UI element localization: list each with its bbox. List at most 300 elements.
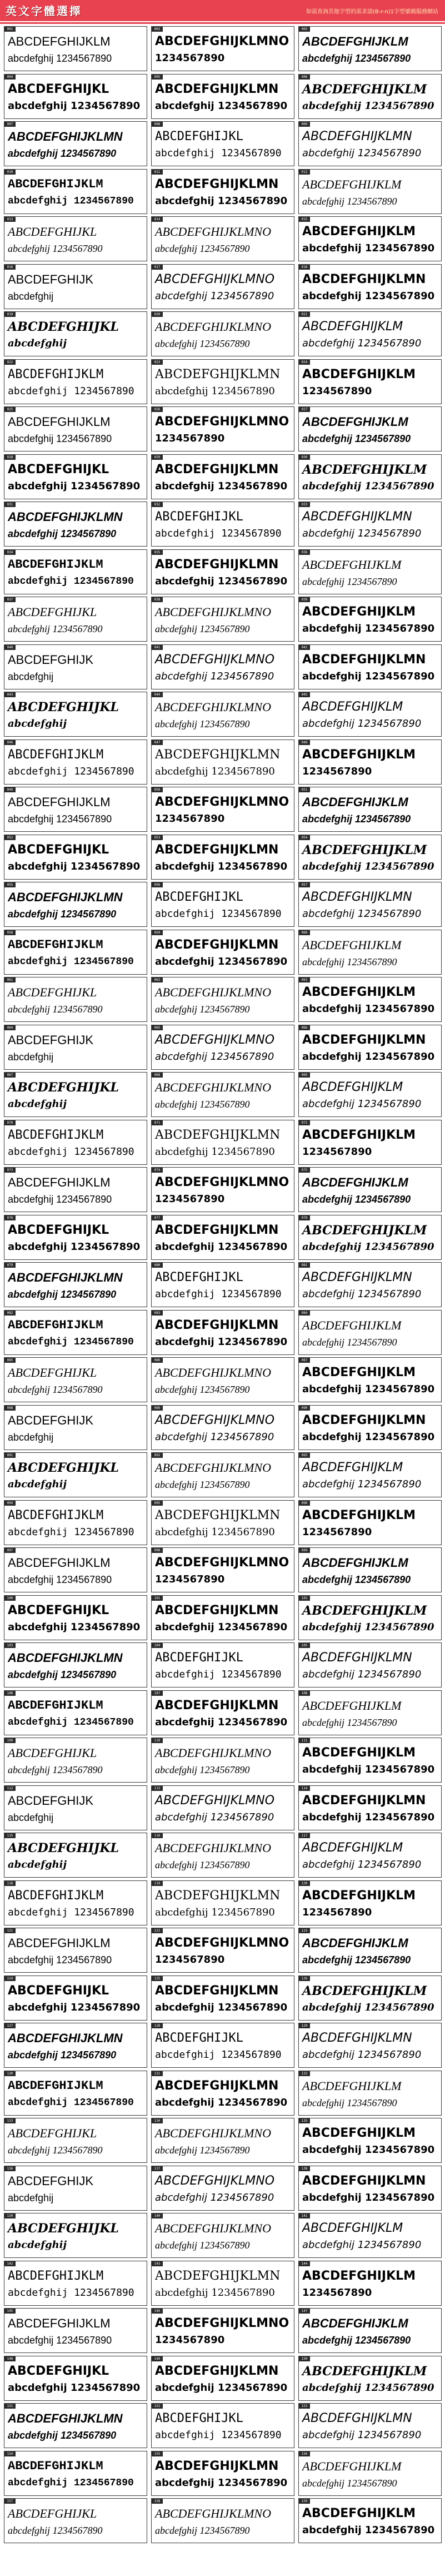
font-sample-card xyxy=(4,406,147,451)
font-code-label: 006 xyxy=(299,75,310,80)
font-code-label: 121 xyxy=(4,1928,16,1933)
font-code-label: 040 xyxy=(4,645,16,650)
sample-lowercase-text: abcdefghij 1234567890 xyxy=(8,2335,112,2346)
font-code-label: 151 xyxy=(4,2404,16,2409)
font-code-label: 076 xyxy=(4,1215,16,1220)
font-code-label: 134 xyxy=(152,2118,163,2123)
sample-uppercase-text: ABCDEFGHIJKLM xyxy=(302,795,408,809)
font-code-label: 045 xyxy=(299,692,310,697)
sample-uppercase-text: ABCDEFGHIJKLMN xyxy=(302,1793,426,1808)
sample-lowercase-text: abcdefghij 1234567890 xyxy=(155,860,288,872)
sample-uppercase-text: ABCDEFGHIJK xyxy=(8,1033,94,1047)
font-code-label: 025 xyxy=(4,407,16,412)
font-sample-card xyxy=(4,2451,147,2496)
sample-row xyxy=(0,404,445,452)
sample-uppercase-text: ABCDEFGHIJKL xyxy=(8,1366,97,1379)
sample-uppercase-text: ABCDEFGHIJKLM xyxy=(302,1223,427,1238)
sample-uppercase-text: ABCDEFGHIJKLM xyxy=(8,2269,104,2283)
font-sample-card xyxy=(4,2118,147,2163)
font-sample-card xyxy=(298,739,442,785)
sample-uppercase-text: ABCDEFGHIJKLM xyxy=(302,1318,402,1332)
font-sample-card xyxy=(151,264,294,309)
font-code-label: 067 xyxy=(4,1073,16,1078)
sample-lowercase-text: abcdefghij 1234567890 xyxy=(8,1004,103,1015)
font-sample-card xyxy=(4,1405,147,1450)
font-code-label: 079 xyxy=(4,1263,16,1268)
sample-uppercase-text: ABCDEFGHIJK xyxy=(8,272,94,286)
font-code-label: 073 xyxy=(4,1168,16,1173)
font-code-label: 159 xyxy=(299,2499,310,2504)
font-sample-card xyxy=(298,1500,442,1545)
font-code-label: 066 xyxy=(299,1025,310,1030)
font-sample-card xyxy=(4,692,147,737)
font-code-label: 146 xyxy=(152,2309,163,2314)
font-sample-card xyxy=(298,359,442,404)
font-sample-card xyxy=(151,977,294,1022)
sample-row xyxy=(0,262,445,310)
sample-lowercase-text: abcdefghij 1234567890 xyxy=(155,1384,250,1395)
font-code-label: 046 xyxy=(4,740,16,745)
sample-uppercase-text: ABCDEFGHIJKL xyxy=(8,1223,109,1237)
sample-row xyxy=(0,1260,445,1308)
sample-uppercase-text: ABCDEFGHIJKLM xyxy=(302,937,402,952)
font-sample-card xyxy=(151,2118,294,2163)
font-code-label: 132 xyxy=(299,2071,310,2076)
sample-row xyxy=(0,1355,445,1403)
font-code-label: 080 xyxy=(152,1263,163,1268)
font-sample-card xyxy=(298,692,442,737)
sample-lowercase-text: abcdefghij 1234567890 xyxy=(8,1669,117,1680)
font-code-label: 120 xyxy=(299,1881,310,1886)
font-sample-card xyxy=(4,930,147,975)
sample-uppercase-text: ABCDEFGHIJKL xyxy=(8,2221,119,2236)
font-sample-card xyxy=(4,359,147,404)
sample-row xyxy=(0,1118,445,1165)
font-code-label: 100 xyxy=(4,1596,16,1601)
sample-uppercase-text: ABCDEFGHIJKLMN xyxy=(8,130,123,143)
font-sample-card xyxy=(151,644,294,689)
sample-row xyxy=(0,642,445,690)
font-sample-card xyxy=(151,74,294,119)
sample-lowercase-text: abcdefghij 1234567890 xyxy=(8,813,112,825)
font-sample-card xyxy=(4,26,147,71)
font-code-label: 031 xyxy=(4,502,16,507)
font-sample-card xyxy=(151,2166,294,2211)
font-code-label: 022 xyxy=(4,360,16,365)
sample-uppercase-text: ABCDEFGHIJKLMNO xyxy=(155,652,275,667)
font-sample-card xyxy=(298,1785,442,1830)
font-code-label: 092 xyxy=(152,1453,163,1458)
font-sample-card xyxy=(298,977,442,1022)
sample-uppercase-text: ABCDEFGHIJKLM xyxy=(8,2078,103,2093)
font-sample-card xyxy=(4,1167,147,1212)
font-sample-card xyxy=(4,502,147,547)
sample-lowercase-text: abcdefghij 1234567890 xyxy=(302,1764,435,1775)
sample-lowercase-text: abcdefghij 1234567890 xyxy=(155,2476,288,2489)
font-code-label: 038 xyxy=(152,597,163,602)
sample-lowercase-text: abcdefghij xyxy=(8,1811,54,1823)
font-sample-card xyxy=(4,1928,147,1973)
font-sample-card xyxy=(4,2308,147,2353)
font-code-label: 117 xyxy=(299,1833,310,1838)
sample-lowercase-text: abcdefghij 1234567890 xyxy=(8,956,134,967)
font-sample-card xyxy=(151,1357,294,1402)
font-sample-card xyxy=(4,549,147,594)
font-sample-card xyxy=(298,787,442,832)
sample-uppercase-text: ABCDEFGHIJKLMNO xyxy=(155,700,271,714)
sample-row xyxy=(0,927,445,975)
font-code-label: 119 xyxy=(152,1881,163,1886)
sample-lowercase-text: 1234567890 xyxy=(302,1526,372,1538)
sample-lowercase-text: abcdefghij 1234567890 xyxy=(302,242,435,254)
sample-uppercase-text: ABCDEFGHIJKL xyxy=(8,1841,119,1855)
sample-uppercase-text: ABCDEFGHIJKLM xyxy=(8,177,103,191)
font-code-label: 148 xyxy=(4,2356,16,2361)
sample-uppercase-text: ABCDEFGHIJKLMN xyxy=(155,557,279,572)
font-sample-card xyxy=(4,1833,147,1878)
sample-uppercase-text: ABCDEFGHIJKLM xyxy=(302,700,403,714)
sample-lowercase-text: abcdefghij 1234567890 xyxy=(302,1240,434,1253)
font-sample-card xyxy=(151,26,294,71)
font-sample-card xyxy=(4,2166,147,2211)
sample-uppercase-text: ABCDEFGHIJKLMN xyxy=(155,1223,279,1237)
font-code-label: 037 xyxy=(4,597,16,602)
font-code-label: 091 xyxy=(4,1453,16,1458)
sample-lowercase-text: abcdefghij 1234567890 xyxy=(8,1574,112,1585)
sample-row xyxy=(0,1878,445,1926)
font-code-label: 133 xyxy=(4,2118,16,2123)
sample-uppercase-text: ABCDEFGHIJKL xyxy=(8,700,119,714)
font-sample-card xyxy=(151,216,294,261)
font-code-label: 020 xyxy=(152,312,163,317)
sample-lowercase-text: abcdefghij 1234567890 xyxy=(155,2381,288,2394)
sample-uppercase-text: ABCDEFGHIJKL xyxy=(8,2364,109,2378)
sample-uppercase-text: ABCDEFGHIJKLM xyxy=(8,1698,103,1713)
sample-uppercase-text: ABCDEFGHIJKLM xyxy=(302,2221,403,2235)
sample-uppercase-text: ABCDEFGHIJKLMN xyxy=(155,2269,281,2283)
font-code-label: 108 xyxy=(299,1691,310,1696)
font-code-label: 113 xyxy=(152,1786,163,1791)
sample-lowercase-text: abcdefghij 1234567890 xyxy=(155,908,282,920)
sample-row xyxy=(0,1640,445,1688)
sample-lowercase-text: abcdefghij 1234567890 xyxy=(8,1384,103,1395)
font-code-label: 056 xyxy=(152,882,163,887)
font-code-label: 053 xyxy=(152,835,163,840)
font-sample-card xyxy=(151,454,294,499)
font-code-label: 154 xyxy=(4,2451,16,2456)
font-code-label: 147 xyxy=(299,2309,310,2314)
sample-uppercase-text: ABCDEFGHIJKL xyxy=(155,510,243,524)
font-code-label: 107 xyxy=(152,1691,163,1696)
sample-uppercase-text: ABCDEFGHIJKLMN xyxy=(8,2031,123,2045)
font-sample-card xyxy=(298,930,442,975)
font-code-label: 106 xyxy=(4,1691,16,1696)
sample-lowercase-text: abcdefghij 1234567890 xyxy=(302,575,397,587)
font-sample-card xyxy=(298,1215,442,1260)
font-sample-card xyxy=(151,1833,294,1878)
font-code-label: 153 xyxy=(299,2404,310,2409)
sample-uppercase-text: ABCDEFGHIJKLMN xyxy=(155,2078,279,2093)
font-code-label: 096 xyxy=(299,1501,310,1506)
font-sample-grid xyxy=(0,22,445,2576)
sample-uppercase-text: ABCDEFGHIJKLMN xyxy=(8,890,123,904)
sample-row xyxy=(0,72,445,120)
font-sample-card xyxy=(298,2451,442,2496)
sample-row xyxy=(0,499,445,547)
font-code-label: 124 xyxy=(4,1976,16,1981)
font-sample-card xyxy=(4,1310,147,1355)
font-code-label: 137 xyxy=(152,2166,163,2171)
sample-uppercase-text: ABCDEFGHIJKLMNO xyxy=(155,2173,275,2188)
font-sample-card xyxy=(298,1025,442,1070)
sample-row xyxy=(0,1545,445,1593)
sample-lowercase-text: abcdefghij 1234567890 xyxy=(302,2049,422,2061)
sample-uppercase-text: ABCDEFGHIJKL xyxy=(8,2506,97,2520)
sample-uppercase-text: ABCDEFGHIJKLMN xyxy=(302,2411,412,2425)
sample-lowercase-text: abcdefghij xyxy=(8,290,54,302)
sample-lowercase-text: abcdefghij 1234567890 xyxy=(155,1811,274,1823)
sample-lowercase-text: abcdefghij 1234567890 xyxy=(155,1906,275,1918)
sample-lowercase-text: abcdefghij 1234567890 xyxy=(8,1145,134,1158)
font-code-label: 102 xyxy=(299,1596,310,1601)
sample-lowercase-text: abcdefghij 1234567890 xyxy=(8,1289,117,1300)
sample-uppercase-text: ABCDEFGHIJKLM xyxy=(302,82,427,97)
font-code-label: 001 xyxy=(4,27,16,32)
sample-lowercase-text: abcdefghij 1234567890 xyxy=(155,1669,282,1680)
font-sample-card xyxy=(151,930,294,975)
font-code-label: 072 xyxy=(299,1120,310,1125)
sample-lowercase-text: abcdefghij 1234567890 xyxy=(155,1526,275,1538)
font-sample-card xyxy=(298,1072,442,1117)
sample-lowercase-text: abcdefghij 1234567890 xyxy=(8,1621,141,1633)
font-sample-card xyxy=(298,264,442,309)
sample-lowercase-text: abcdefghij xyxy=(8,1478,67,1490)
sample-lowercase-text: abcdefghij 1234567890 xyxy=(302,1431,435,1443)
font-code-label: 044 xyxy=(152,692,163,697)
font-sample-card xyxy=(151,2308,294,2353)
font-sample-card xyxy=(298,1310,442,1355)
font-code-label: 004 xyxy=(4,75,16,80)
font-sample-card xyxy=(298,502,442,547)
sample-lowercase-text: abcdefghij 1234567890 xyxy=(155,1004,250,1015)
font-sample-card xyxy=(151,1547,294,1592)
font-code-label: 032 xyxy=(152,502,163,507)
sample-lowercase-text: abcdefghij 1234567890 xyxy=(302,623,435,634)
font-code-label: 095 xyxy=(152,1501,163,1506)
sample-row xyxy=(0,689,445,737)
sample-row xyxy=(0,975,445,1023)
sample-uppercase-text: ABCDEFGHIJKLMNO xyxy=(155,1936,289,1950)
font-sample-card xyxy=(151,406,294,451)
sample-row xyxy=(0,1213,445,1260)
sample-lowercase-text: abcdefghij 1234567890 xyxy=(302,1336,397,1348)
font-sample-card xyxy=(4,1262,147,1307)
sample-uppercase-text: ABCDEFGHIJKLMN xyxy=(302,2173,426,2188)
sample-lowercase-text: abcdefghij 1234567890 xyxy=(302,2429,422,2441)
sample-uppercase-text: ABCDEFGHIJKL xyxy=(8,320,119,334)
sample-lowercase-text: abcdefghij 1234567890 xyxy=(8,1526,134,1538)
sample-uppercase-text: ABCDEFGHIJKLM xyxy=(302,2269,416,2283)
font-code-label: 077 xyxy=(152,1215,163,1220)
sample-lowercase-text: abcdefghij 1234567890 xyxy=(302,1383,435,1395)
font-code-label: 144 xyxy=(299,2261,310,2266)
sample-lowercase-text: abcdefghij 1234567890 xyxy=(8,53,112,64)
sample-row xyxy=(0,1450,445,1498)
sample-lowercase-text: abcdefghij 1234567890 xyxy=(155,1764,250,1775)
font-sample-card xyxy=(4,787,147,832)
font-sample-card xyxy=(4,644,147,689)
sample-lowercase-text: abcdefghij 1234567890 xyxy=(155,718,250,729)
sample-uppercase-text: ABCDEFGHIJKLMNO xyxy=(155,1841,271,1855)
font-code-label: 018 xyxy=(299,265,310,270)
sample-uppercase-text: ABCDEFGHIJKLMN xyxy=(155,2459,279,2473)
font-sample-card xyxy=(151,1738,294,1783)
sample-lowercase-text: abcdefghij 1234567890 xyxy=(302,1859,422,1870)
sample-lowercase-text: abcdefghij 1234567890 xyxy=(302,956,397,967)
sample-uppercase-text: ABCDEFGHIJKLMNO xyxy=(155,795,289,809)
sample-lowercase-text: abcdefghij 1234567890 xyxy=(155,1716,288,1728)
font-code-label: 155 xyxy=(152,2451,163,2456)
sample-lowercase-text: abcdefghij 1234567890 xyxy=(302,1574,411,1585)
sample-uppercase-text: ABCDEFGHIJKLMNO xyxy=(155,1366,271,1379)
sample-uppercase-text: ABCDEFGHIJKLMN xyxy=(8,1270,123,1284)
font-code-label: 057 xyxy=(299,882,310,887)
sample-uppercase-text: ABCDEFGHIJKLMN xyxy=(302,510,412,524)
sample-lowercase-text: abcdefghij 1234567890 xyxy=(8,2286,134,2299)
font-sample-card xyxy=(4,121,147,166)
sample-row xyxy=(0,1783,445,1831)
font-code-label: 011 xyxy=(152,170,163,175)
sample-uppercase-text: ABCDEFGHIJKLMN xyxy=(155,1888,281,1903)
font-code-label: 074 xyxy=(152,1168,163,1173)
sample-lowercase-text: abcdefghij 1234567890 xyxy=(155,670,274,682)
sample-lowercase-text: abcdefghij 1234567890 xyxy=(302,1669,422,1680)
sample-lowercase-text: abcdefghij 1234567890 xyxy=(8,1764,103,1775)
sample-uppercase-text: ABCDEFGHIJKLM xyxy=(8,2316,111,2330)
sample-lowercase-text: abcdefghij 1234567890 xyxy=(302,2001,434,2013)
sample-uppercase-text: ABCDEFGHIJKLM xyxy=(302,34,408,48)
font-sample-card xyxy=(151,882,294,927)
sample-lowercase-text: abcdefghij 1234567890 xyxy=(302,2144,435,2156)
font-sample-card xyxy=(151,787,294,832)
font-sample-card xyxy=(298,1262,442,1307)
sample-lowercase-text: abcdefghij 1234567890 xyxy=(8,148,117,159)
font-code-label: 014 xyxy=(152,217,163,222)
sample-uppercase-text: ABCDEFGHIJKLMN xyxy=(155,1318,279,1332)
font-code-label: 035 xyxy=(152,550,163,555)
font-code-label: 075 xyxy=(299,1168,310,1173)
sample-uppercase-text: ABCDEFGHIJKLMN xyxy=(155,367,281,381)
sample-lowercase-text: abcdefghij 1234567890 xyxy=(155,1859,250,1870)
font-sample-card xyxy=(4,1452,147,1497)
sample-lowercase-text: abcdefghij 1234567890 xyxy=(8,195,134,207)
font-code-label: 097 xyxy=(4,1548,16,1553)
sample-uppercase-text: ABCDEFGHIJKLMN xyxy=(8,510,123,524)
sample-lowercase-text: abcdefghij 1234567890 xyxy=(8,2049,117,2061)
font-sample-card xyxy=(298,169,442,214)
page-header xyxy=(0,0,445,22)
font-code-label: 112 xyxy=(4,1786,16,1791)
sample-lowercase-text: abcdefghij 1234567890 xyxy=(8,2097,134,2108)
sample-uppercase-text: ABCDEFGHIJKLM xyxy=(302,747,416,762)
font-sample-card xyxy=(151,2498,294,2543)
sample-lowercase-text: abcdefghij 1234567890 xyxy=(8,1336,134,1348)
sample-uppercase-text: ABCDEFGHIJKLM xyxy=(302,177,402,191)
sample-uppercase-text: ABCDEFGHIJKLM xyxy=(302,1366,416,1379)
sample-lowercase-text: abcdefghij 1234567890 xyxy=(155,195,288,207)
sample-lowercase-text: 1234567890 xyxy=(155,1193,225,1205)
sample-uppercase-text: ABCDEFGHIJKLMN xyxy=(302,890,412,904)
font-code-label: 136 xyxy=(4,2166,16,2171)
sample-uppercase-text: ABCDEFGHIJKL xyxy=(155,2031,243,2045)
font-sample-card xyxy=(298,1976,442,2021)
sample-uppercase-text: ABCDEFGHIJKL xyxy=(8,605,97,619)
sample-row xyxy=(0,832,445,880)
sample-row xyxy=(0,2496,445,2544)
font-sample-card xyxy=(298,1833,442,1878)
sample-lowercase-text: abcdefghij 1234567890 xyxy=(155,1240,288,1253)
sample-lowercase-text: abcdefghij 1234567890 xyxy=(155,2429,282,2441)
font-sample-card xyxy=(4,74,147,119)
font-sample-card xyxy=(151,2071,294,2116)
font-code-label: 021 xyxy=(299,312,310,317)
sample-uppercase-text: ABCDEFGHIJKLM xyxy=(8,1508,104,1522)
sample-lowercase-text: abcdefghij 1234567890 xyxy=(155,2096,288,2108)
font-code-label: 039 xyxy=(299,597,310,602)
font-code-label: 055 xyxy=(4,882,16,887)
sample-uppercase-text: ABCDEFGHIJKL xyxy=(8,1603,109,1617)
sample-uppercase-text: ABCDEFGHIJKLMN xyxy=(155,1698,279,1713)
sample-uppercase-text: ABCDEFGHIJKLM xyxy=(302,1603,427,1618)
sample-row xyxy=(0,2116,445,2163)
font-sample-card xyxy=(4,739,147,785)
sample-lowercase-text: abcdefghij 1234567890 xyxy=(8,528,117,539)
sample-lowercase-text: 1234567890 xyxy=(155,433,225,444)
sample-lowercase-text: abcdefghij 1234567890 xyxy=(8,433,112,444)
font-sample-card xyxy=(298,1547,442,1592)
sample-uppercase-text: ABCDEFGHIJKLMNO xyxy=(155,225,271,239)
sample-lowercase-text: abcdefghij 1234567890 xyxy=(8,2145,103,2156)
sample-uppercase-text: ABCDEFGHIJKLMNO xyxy=(155,2221,271,2235)
sample-lowercase-text: abcdefghij 1234567890 xyxy=(8,860,141,872)
sample-lowercase-text: abcdefghij 1234567890 xyxy=(302,1194,411,1205)
font-code-label: 017 xyxy=(152,265,163,270)
sample-uppercase-text: ABCDEFGHIJKLM xyxy=(8,415,111,429)
sample-lowercase-text: abcdefghij 1234567890 xyxy=(155,1050,274,1063)
sample-uppercase-text: ABCDEFGHIJKLMNO xyxy=(155,2316,289,2330)
sample-uppercase-text: ABCDEFGHIJKLMN xyxy=(155,2364,279,2378)
sample-uppercase-text: ABCDEFGHIJKLM xyxy=(302,320,403,334)
sample-lowercase-text: abcdefghij 1234567890 xyxy=(302,1288,422,1300)
font-code-label: 087 xyxy=(299,1358,310,1363)
sample-uppercase-text: ABCDEFGHIJKLM xyxy=(302,1508,416,1522)
sample-lowercase-text: abcdefghij xyxy=(8,1431,54,1443)
sample-uppercase-text: ABCDEFGHIJKLMN xyxy=(302,1651,412,1665)
sample-lowercase-text: abcdefghij 1234567890 xyxy=(155,2191,274,2203)
sample-lowercase-text: abcdefghij 1234567890 xyxy=(302,670,435,682)
sample-uppercase-text: ABCDEFGHIJKLM xyxy=(8,34,111,48)
sample-lowercase-text: 1234567890 xyxy=(302,385,372,397)
sample-uppercase-text: ABCDEFGHIJKLM xyxy=(302,1888,416,1903)
font-sample-card xyxy=(298,1120,442,1165)
sample-row xyxy=(0,2259,445,2306)
font-sample-card xyxy=(151,2356,294,2401)
font-sample-card xyxy=(151,835,294,880)
font-code-label: 052 xyxy=(4,835,16,840)
sample-lowercase-text: abcdefghij 1234567890 xyxy=(8,2477,134,2489)
sample-uppercase-text: ABCDEFGHIJK xyxy=(8,652,94,667)
sample-row xyxy=(0,1735,445,1783)
